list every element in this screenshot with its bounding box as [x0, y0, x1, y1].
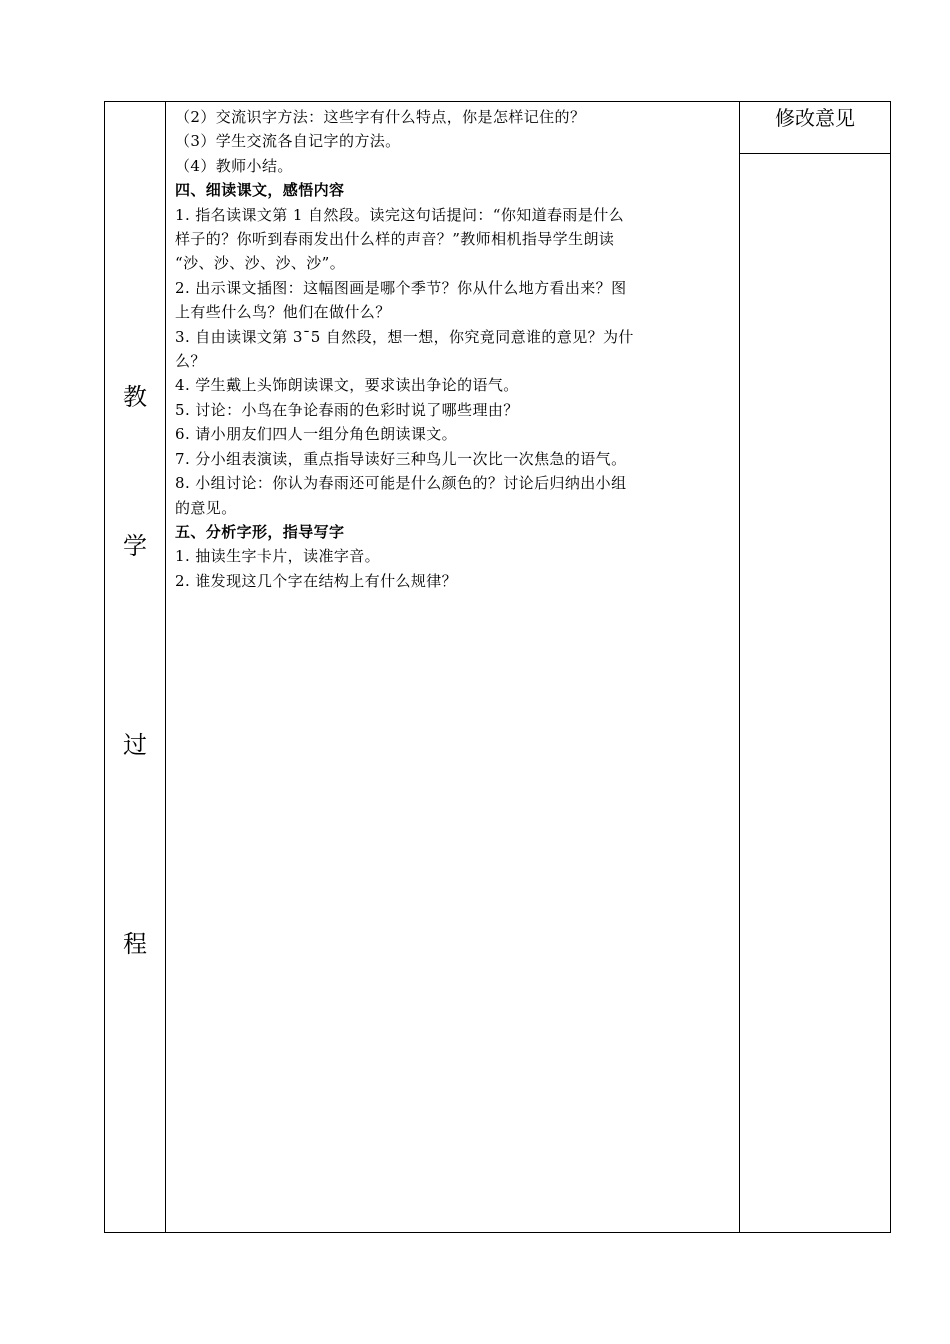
side-label-char-1: 教 [123, 383, 147, 411]
content-line: 样子的？你听到春雨发出什么样的声音？”教师相机指导学生朗读 [175, 230, 615, 249]
section-heading: 四、细读课文，感悟内容 [175, 181, 345, 200]
content-line: 4. 学生戴上头饰朗读课文，要求读出争论的语气。 [175, 376, 519, 395]
content-line: 1. 抽读生字卡片，读准字音。 [175, 547, 381, 566]
content-line: 1. 指名读课文第 1 自然段。读完这句话提问：“你知道春雨是什么 [175, 205, 625, 224]
revision-header-divider [739, 153, 890, 154]
content-line: 3. 自由读课文第 3¯5 自然段，想一想，你究竟同意谁的意见？为什 [175, 327, 634, 346]
content-line: （3）学生交流各自记字的方法。 [175, 132, 401, 151]
column-divider-right [739, 102, 740, 1232]
content-line: （2）交流识字方法：这些字有什么特点，你是怎样记住的？ [175, 108, 586, 126]
content-line: 6. 请小朋友们四人一组分角色朗读课文。 [175, 425, 458, 444]
content-line: 5. 讨论：小鸟在争论春雨的色彩时说了哪些理由？ [175, 400, 519, 419]
section-heading: 五、分析字形，指导写字 [175, 522, 345, 541]
content-line: 么？ [175, 352, 206, 371]
content-line: 2. 出示课文插图：这幅图画是哪个季节？你从什么地方看出来？图 [175, 278, 627, 297]
side-label-char-4: 程 [123, 930, 147, 958]
content-line: 上有些什么鸟？他们在做什么？ [175, 303, 391, 322]
content-line: 7. 分小组表演读，重点指导读好三种鸟儿一次比一次焦急的语气。 [175, 449, 627, 468]
lesson-plan-table [104, 101, 891, 1233]
teaching-process-content [175, 105, 735, 593]
content-line: 2. 谁发现这几个字在结构上有什么规律？ [175, 571, 458, 590]
content-line: “沙、沙、沙、沙、沙”。 [175, 254, 346, 273]
revision-header: 修改意见 [775, 106, 855, 130]
side-label-char-3: 过 [123, 731, 147, 759]
column-divider-left [165, 102, 166, 1232]
content-line: （4）教师小结。 [175, 156, 293, 175]
side-label-char-2: 学 [123, 532, 147, 560]
content-line: 8. 小组讨论：你认为春雨还可能是什么颜色的？讨论后归纳出小组 [175, 474, 627, 493]
content-line: 的意见。 [175, 498, 237, 517]
